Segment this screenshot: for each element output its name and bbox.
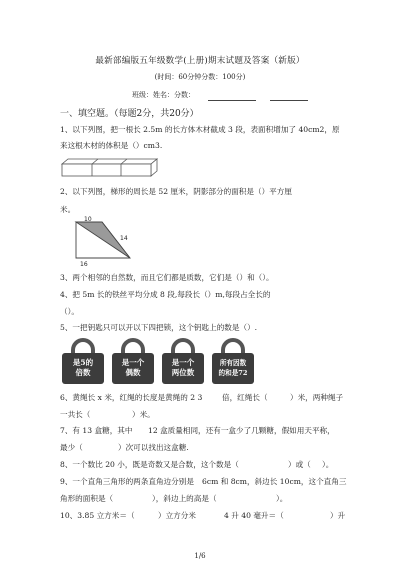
lock-2-line1: 是一个 <box>121 358 145 367</box>
q9-line1b: 6cm 和 8cm，斜边长 10cm，这个直角三 <box>202 477 347 486</box>
q2-line2: 米。 <box>60 205 76 214</box>
q1-line1: 1、以下列图，把一根长 2.5m 的长方体木材截成 3 段，表面积增加了 40cm2，原 <box>60 125 340 134</box>
lock-body <box>212 353 254 384</box>
q8-b: ）或（ <box>288 460 311 469</box>
trapezoid-top-label: 10 <box>84 216 92 223</box>
q10-d: ）升 <box>330 511 346 520</box>
lock-3-line2: 两位数 <box>171 368 195 377</box>
q7-line1a: 7、有 13 盒糖，其中 <box>60 426 133 435</box>
lock-3-line1: 是一个 <box>171 358 195 367</box>
lock-1-line2: 倍数 <box>75 368 91 377</box>
q8-a: 8、一个数比 20 小，既是奇数又是合数，这个数是（ <box>60 460 239 469</box>
time-info: (时间：60分钟分数：100分) <box>154 73 246 81</box>
lock-4-line2: 的和是72 <box>218 369 248 377</box>
lock-2-line2: 偶数 <box>125 368 141 377</box>
q4-line2: （）。 <box>60 307 79 316</box>
q5-line1: 5、一把钥匙只可以开以下四把锁，这个钥匙上的数是（）. <box>60 323 258 332</box>
q8-c: ）。 <box>322 460 334 469</box>
q7-line2a: 最少（ <box>60 443 83 452</box>
lock-1-line1: 是5的 <box>72 358 94 367</box>
q2-line1: 2、以下列图，梯形的周长是 52 厘米，阴影部分的面积是（）平方厘 <box>60 187 292 196</box>
q6-line2b: ）米。 <box>132 410 155 419</box>
q10-a: 10、3.85 立方米＝（ <box>60 511 135 520</box>
q9-line2a: 角形的面积是（ <box>60 494 114 503</box>
fields-label: 班级：姓名：分数： <box>132 91 195 99</box>
score-blank <box>270 92 308 101</box>
trapezoid-bottom-label: 16 <box>80 261 88 266</box>
lock-4-line1: 所有因数 <box>219 359 247 367</box>
q10-c: 4 升 40 毫升＝（ <box>224 511 284 520</box>
q9-line1a: 9、一个直角三角形的两条直角边分别是 <box>60 477 194 486</box>
q6-line1b: 倍，红绳长（ <box>222 393 268 402</box>
wood-block-figure <box>60 158 160 178</box>
lock-body <box>162 353 204 384</box>
q10-b: ）立方分米 <box>158 511 196 520</box>
q7-line1b: 12 盒质量相同，还有一盒少了几颗糖，假如用天平称， <box>148 426 335 435</box>
trapezoid-figure <box>72 214 144 266</box>
q4-line1: 4、把 5m 长的铁丝平均分成 8 段,每段长（）m,每段占全长的 <box>60 290 271 299</box>
lock-body <box>62 353 104 384</box>
page-number: 1/6 <box>194 552 206 560</box>
q6-line1a: 6、黄绳长 x 米，红绳的长度是黄绳的 2 3 <box>60 393 203 402</box>
class-blank <box>208 92 256 101</box>
q6-line2a: 一共长（ <box>60 410 91 419</box>
page-title: 最新部编版五年级数学(上册)期末试题及答案（新版） <box>95 56 305 66</box>
trapezoid-right-label: 14 <box>120 235 128 242</box>
section-heading: 一、填空题。（每题2分，共20分） <box>60 109 199 119</box>
q9-line2b: ），斜边上的高是（ <box>152 494 217 503</box>
q1-line2: 来这根木材的体积是（）cm3. <box>60 141 163 150</box>
q9-line2c: ）。 <box>276 494 288 503</box>
q7-line2b: ）次可以找出这盒糖. <box>118 443 189 452</box>
q3-text: 3、两个相邻的自然数，而且它们都是质数，它们是（）和（）。 <box>60 273 274 282</box>
lock-body <box>112 353 154 384</box>
q6-line1c: ）米，两种绳子 <box>290 393 344 402</box>
